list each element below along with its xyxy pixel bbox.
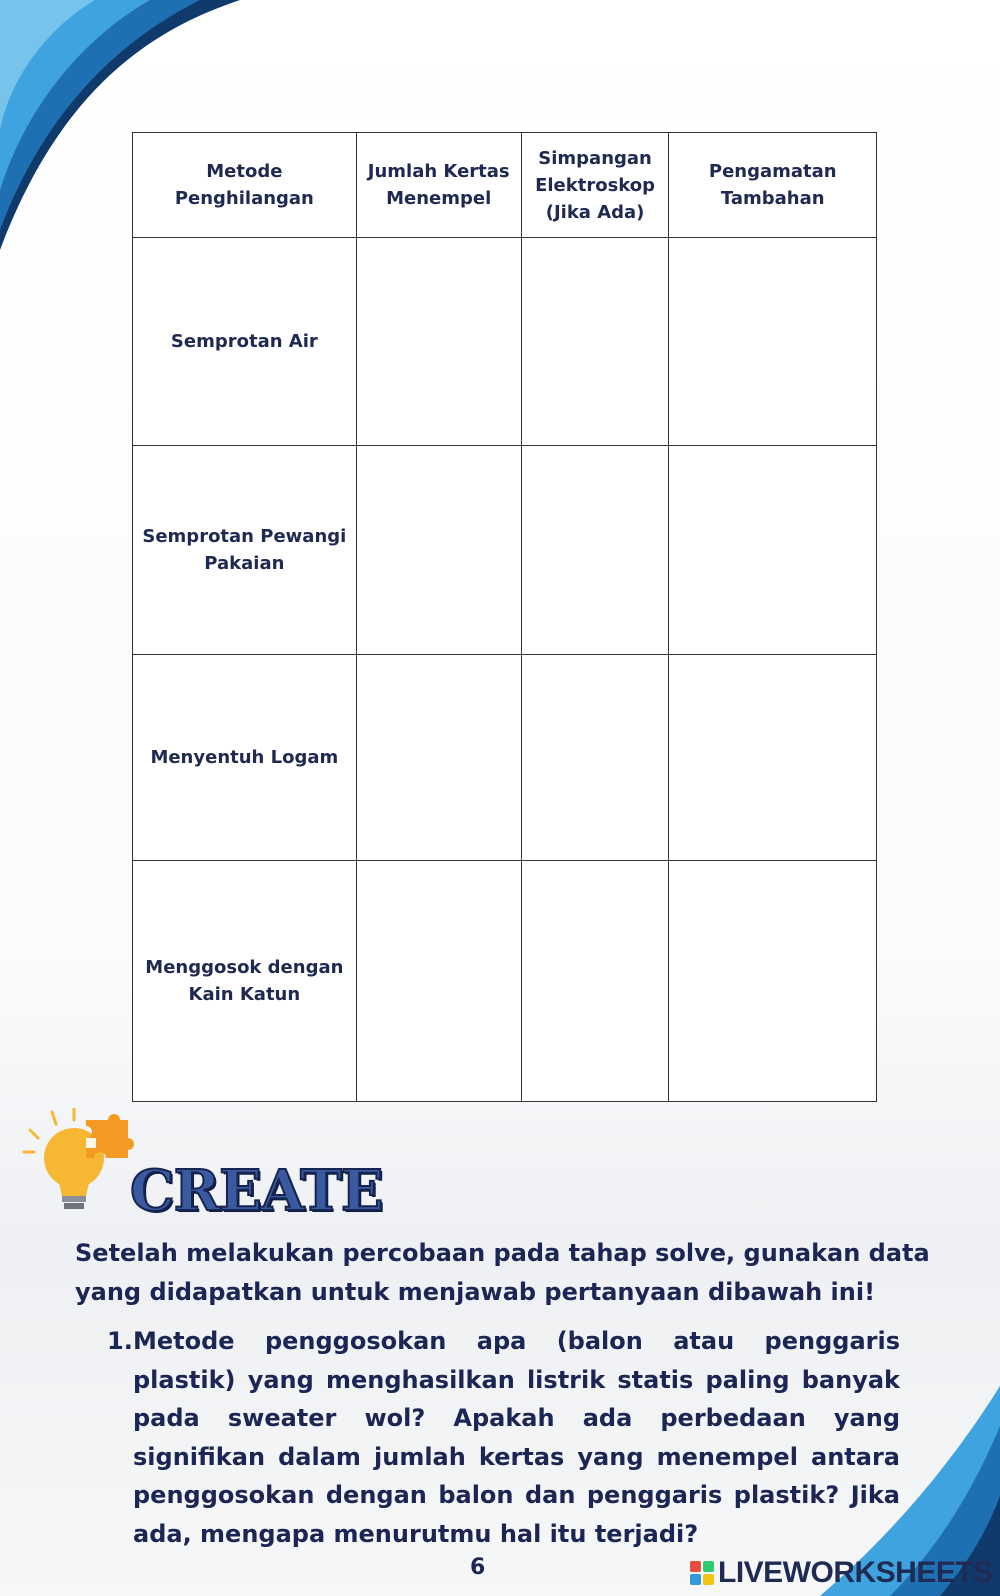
header-electroscope-deflection: Simpangan Elektroskop (Jika Ada) — [521, 133, 669, 238]
method-cell: Semprotan Pewangi Pakaian — [133, 446, 357, 654]
method-cell: Menggosok dengan Kain Katun — [133, 861, 357, 1102]
table-row — [133, 654, 877, 860]
paper-count-cell[interactable] — [356, 446, 521, 654]
table-header-row — [133, 133, 877, 238]
liveworksheets-logo — [690, 1556, 993, 1590]
header-additional-observation: Pengamatan Tambahan — [669, 133, 877, 238]
lightbulb-puzzle-icon — [20, 1108, 140, 1220]
liveworksheets-brand: LIVEWORKSHEETS — [718, 1556, 993, 1589]
create-title: CREATE — [130, 1158, 383, 1224]
observation-cell[interactable] — [669, 861, 877, 1102]
table-row — [133, 238, 877, 446]
deflection-cell[interactable] — [521, 238, 669, 446]
deflection-cell[interactable] — [521, 446, 669, 654]
deflection-cell[interactable] — [521, 861, 669, 1102]
page-number: 6 — [470, 1555, 486, 1580]
table-row — [133, 446, 877, 654]
paper-count-cell[interactable] — [356, 654, 521, 860]
liveworksheets-logo-icon — [690, 1561, 714, 1585]
paper-count-cell[interactable] — [356, 238, 521, 446]
create-heading — [20, 1108, 420, 1228]
table-row — [133, 861, 877, 1102]
header-paper-count: Jumlah Kertas Menempel — [356, 133, 521, 238]
observation-table — [132, 132, 877, 1102]
method-cell: Menyentuh Logam — [133, 654, 357, 860]
observation-cell[interactable] — [669, 654, 877, 860]
method-cell: Semprotan Air — [133, 238, 357, 446]
create-intro: Setelah melakukan percobaan pada tahap solve, gunakan data yang didapatkan untuk menjawab pertanyaan dibawah ini! — [75, 1239, 930, 1306]
header-method: Metode Penghilangan — [133, 133, 357, 238]
paper-count-cell[interactable] — [356, 861, 521, 1102]
question-text: Metode penggosokan apa (balon atau penggaris plastik) yang menghasilkan listrik statis paling banyak pada sweater wol? Apakah ada perbedaan yang signifikan dalam jumlah kertas yang menempel antara penggosokan dengan balon dan penggaris plastik? Jika ada, mengapa menurutmu hal itu terjadi? — [133, 1327, 900, 1548]
observation-cell[interactable] — [669, 238, 877, 446]
deflection-cell[interactable] — [521, 654, 669, 860]
observation-cell[interactable] — [669, 446, 877, 654]
question-number: 1. — [107, 1327, 133, 1355]
question-item — [107, 1322, 900, 1553]
